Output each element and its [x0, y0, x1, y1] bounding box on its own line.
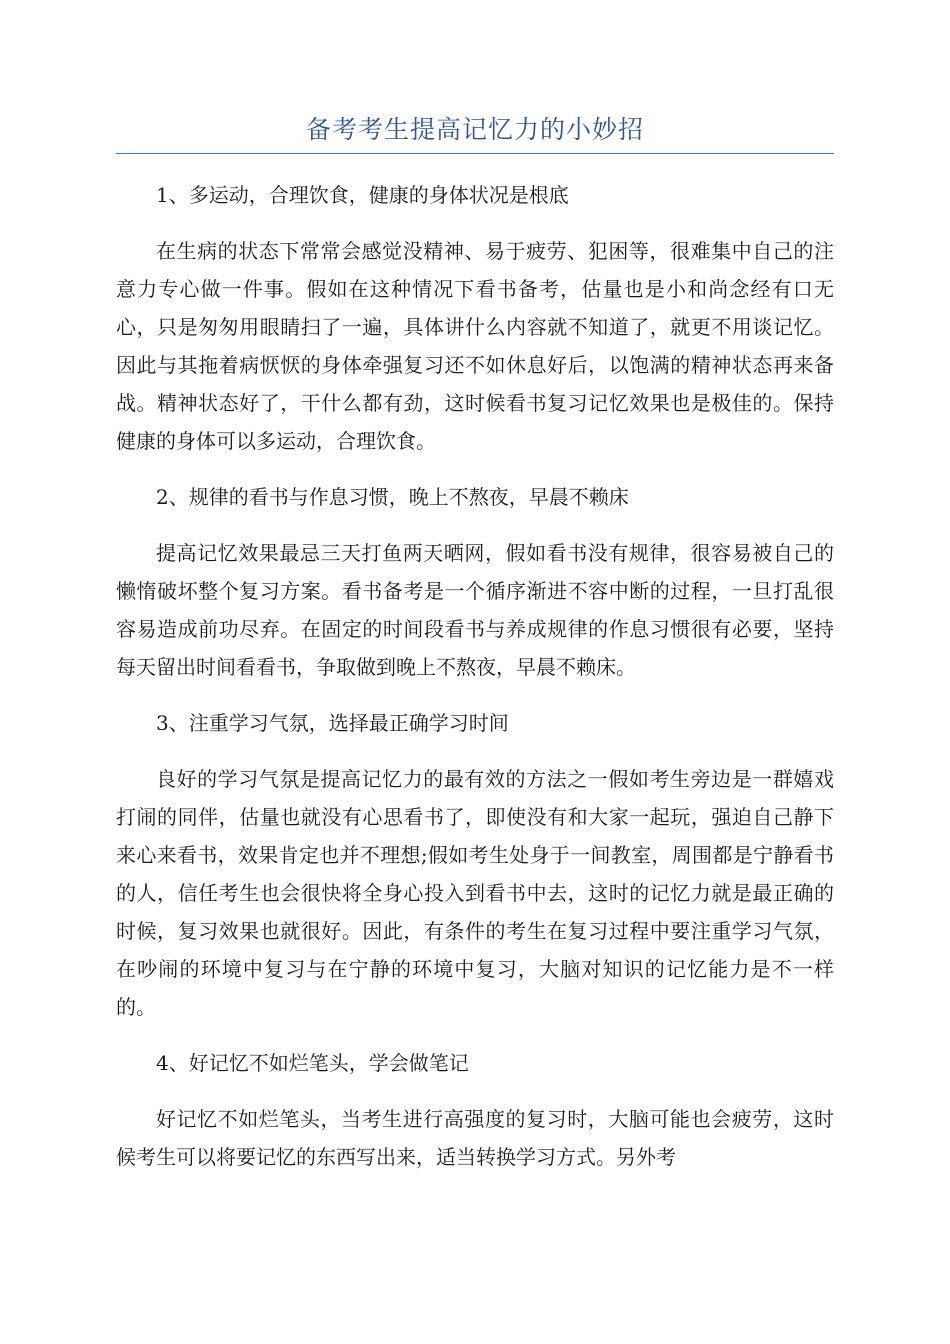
section-heading-4: 4、好记忆不如烂笔头，学会做笔记 [156, 1051, 469, 1075]
section-paragraph-3: 良好的学习气氛是提高记忆力的最有效的方法之一假如考生旁边是一群嬉戏打闹的同伴，估量也就没有心思看书了，即使没有和大家一起玩，强迫自己静下来心来看书，效果肯定也并不理想;假如考生处身于一间教室，周围都是宁静看书的人，信任考生也会很快将全身心投入到看书中去，这时的记忆力就是最正确的时候，复习效果也就很好。因此，有条件的考生在复习过程中要注重学习气氛，在吵闹的环境中复习与在宁静的环境中复习，大脑对知识的记忆能力是不一样的。 [116, 767, 834, 1019]
title-underline [116, 153, 834, 154]
section-paragraph-4: 好记忆不如烂笔头，当考生进行高强度的复习时，大脑可能也会疲劳，这时候考生可以将要记忆的东西写出来，适当转换学习方式。另外考 [116, 1107, 834, 1169]
section-heading-3: 3、注重学习气氛，选择最正确学习时间 [156, 711, 509, 735]
section-heading-2: 2、规律的看书与作息习惯，晚上不熬夜，早晨不赖床 [156, 485, 629, 509]
section-paragraph-1: 在生病的状态下常常会感觉没精神、易于疲劳、犯困等，很难集中自己的注意力专心做一件事。假如在这种情况下看书备考，估量也是小和尚念经有口无心，只是匆匆用眼睛扫了一遍，具体讲什么内容就不知道了，就更不用谈记忆。因此与其拖着病恹恹的身体牵强复习还不如休息好后，以饱满的精神状态再来备战。精神状态好了，干什么都有劲，这时候看书复习记忆效果也是极佳的。保持健康的身体可以多运动，合理饮食。 [116, 239, 834, 453]
document-title: 备考考生提高记忆力的小妙招 [305, 115, 644, 144]
section-heading-1: 1、多运动，合理饮食，健康的身体状况是根底 [156, 183, 569, 207]
section-paragraph-2: 提高记忆效果最忌三天打鱼两天晒网，假如看书没有规律，很容易被自己的懒惰破坏整个复习方案。看书备考是一个循序渐进不容中断的过程，一旦打乱很容易造成前功尽弃。在固定的时间段看书与养成规律的作息习惯很有必要，坚持每天留出时间看看书，争取做到晚上不熬夜，早晨不赖床。 [116, 541, 834, 679]
document-body [116, 176, 834, 1194]
